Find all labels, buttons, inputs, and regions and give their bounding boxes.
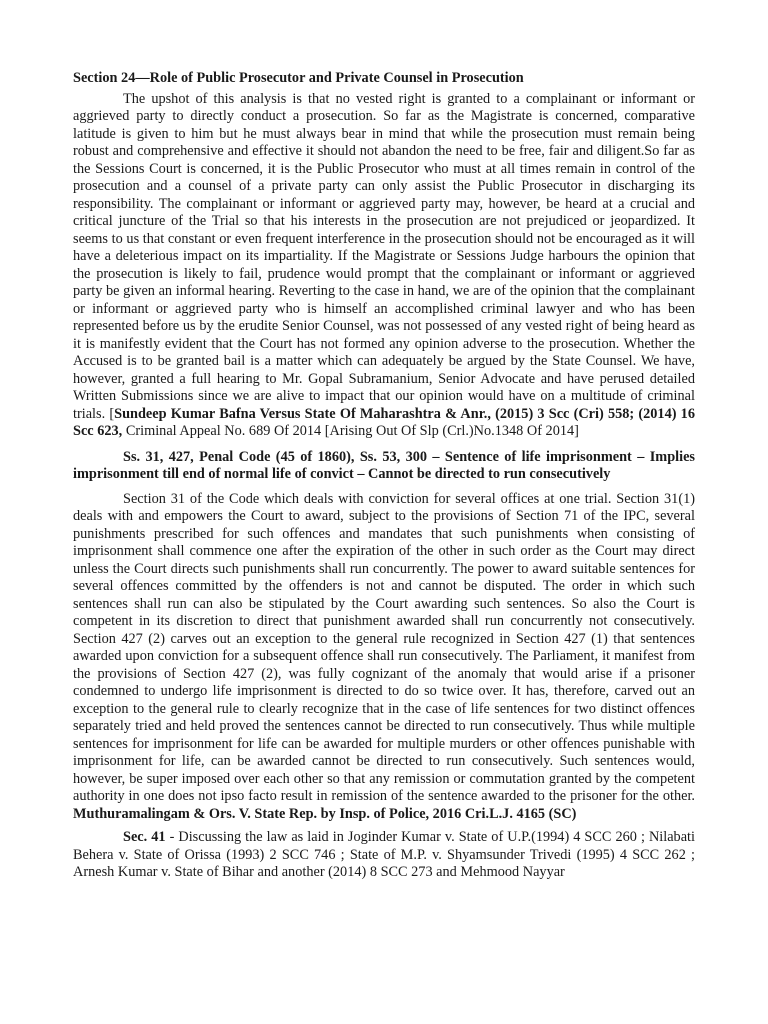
section-24-heading: Section 24—Role of Public Prosecutor and Private Counsel in Prosecution — [73, 70, 524, 86]
section-31-body: Section 31 of the Code which deals with conviction for several offices at one trial. Section 31(1) deals with and empowers the Court to award, subject to the provisions of Section 71 of the IPC, several punishments prescribed for such offences and mandates that such punishments when consisting of imprisonment shall commence one after the expiration of the other in such order as the Court may direct unless the Court directs such punishments shall run concurrently. The power to award suitable sentences for several offences committed by the offenders is not and cannot be disputed. The order in which such sentences shall run can also be stipulated by the Court awarding such sentences. So also the Court is competent in its discretion to direct that punishment awarded shall run concurrently not consecutively. Section 427 (2) carves out an exception to the general rule recognized in Section 427 (1) that sentences awarded upon conviction for a subsequent offence shall run consecutively. The Parliament, it manifest from the provisions of Section 427 (2), was fully cognizant of the anomaly that would arise if a prisoner condemned to undergo life imprisonment is directed to do so twice over. It has, therefore, carved out an exception to the general rule to clearly recognize that in the case of life sentences for two distinct offences separately tried and held proved the sentences cannot be directed to run consecutively. Thus while multiple sentences for imprisonment for life can be awarded for multiple murders or other offences punishable with imprisonment for life, can be awarded cannot be directed to run consecutively. Such sentences would, however, be super imposed over each other so that any remission or commutation granted by the competent authority in one does not ipso facto result in remission of the sentence awarded to the prisoner for the other. — [73, 490, 695, 804]
section-24-citation-detail: Criminal Appeal No. 689 Of 2014 [Arising Out Of Slp (Crl.)No.1348 Of 2014] — [122, 423, 579, 439]
section-41-lead: Sec. 41 — [123, 829, 166, 845]
section-41-body: - Discussing the law as laid in Joginder Kumar v. State of U.P.(1994) 4 SCC 260 ; Nilabati Behera v. State of Orissa (1993) 2 SCC 746 ; State of M.P. v. Shyamsunder Trivedi (1995) 4 SCC 262 ; Arnesh Kumar v. State of Bihar and another (2014) 8 SCC 273 and Mehmood Nayyar — [73, 829, 695, 880]
section-41-paragraph — [73, 829, 695, 882]
section-31-citation: Muthuramalingam & Ors. V. State Rep. by Insp. of Police, 2016 Cri.L.J. 4165 (SC) — [73, 805, 577, 822]
section-24-paragraph — [73, 91, 695, 441]
section-31-paragraph — [73, 491, 695, 824]
section-24-body: The upshot of this analysis is that no vested right is granted to a complainant or informant or aggrieved party to directly conduct a prosecution. So far as the Magistrate is concerned, comparative latitude is given to him but he must always bear in mind that while the prosecution must remain being robust and comprehensive and effective it should not abandon the need to be free, fair and diligent.So far as the Sessions Court is concerned, it is the Public Prosecutor who must at all times remain in control of the prosecution and a counsel of a private party can only assist the Public Prosecutor in discharging its responsibility. The complainant or informant or aggrieved party may, however, be heard at a crucial and critical juncture of the Trial so that his interests in the prosecution are not prejudiced or jeopardized. It seems to us that constant or even frequent interference in the prosecution should not be encouraged as it will have a deleterious impact on its impartiality. If the Magistrate or Sessions Judge harbours the opinion that the prosecution is likely to fail, prudence would prompt that the complainant or informant or aggrieved party be given an informal hearing. Reverting to the case in hand, we are of the opinion that the complainant or informant or aggrieved party who is himself an accomplished criminal lawyer and who has been represented before us by the erudite Senior Counsel, was not possessed of any vested right of being heard as it is manifestly evident that the Court has not formed any opinion adverse to the prosecution. Whether the Accused is to be granted bail is a matter which can adequately be argued by the State Counsel. We have, however, granted a full hearing to Mr. Gopal Subramanium, Senior Advocate and have perused detailed Written Submissions since we are alive to impact that our opinion would have on a multitude of criminal trials. [ — [73, 90, 695, 422]
section-31-heading: Ss. 31, 427, Penal Code (45 of 1860), Ss. 53, 300 – Sentence of life imprisonment – Implies imprisonment till end of normal life of convict – Cannot be directed to run consecutively — [73, 448, 695, 482]
document-page — [73, 70, 695, 890]
section-24-citation: Sundeep Kumar Bafna Versus State Of Maharashtra & Anr., (2015) 3 Scc (Cri) 558; (2014) 16 Scc 623, — [73, 405, 695, 439]
